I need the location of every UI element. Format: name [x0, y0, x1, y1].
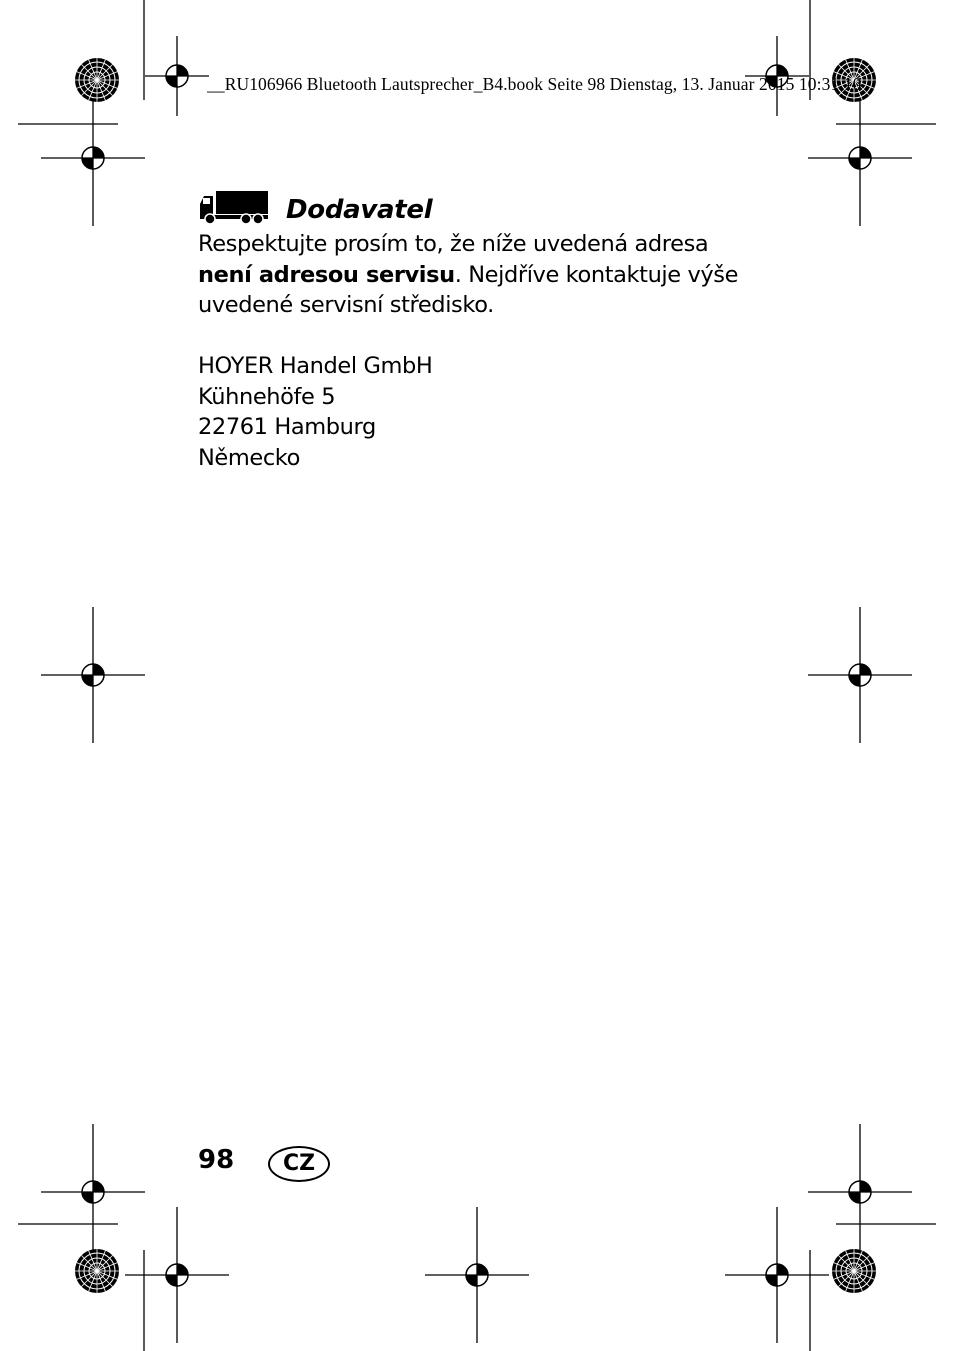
- address-street: Kühnehöfe 5: [198, 383, 336, 410]
- intro-bold-text: není adresou servisu: [198, 261, 455, 288]
- address-country: Německo: [198, 444, 300, 471]
- intro-text-start: Respektujte prosím to, že níže uvedená adresa: [198, 231, 709, 257]
- section-title: Dodavatel: [286, 195, 433, 225]
- section-body: [198, 229, 758, 473]
- address-company: HOYER Handel GmbH: [198, 353, 433, 379]
- country-badge: CZ: [268, 1146, 330, 1182]
- supplier-address: [198, 351, 758, 473]
- truck-icon: [198, 190, 270, 226]
- book-file-header: __RU106966 Bluetooth Lautsprecher_B4.book Seite 98 Dienstag, 13. Januar 2015 10:31 10: [207, 74, 862, 94]
- intro-text-end: . Nejdříve kontaktuje výše uvedené servisní středisko.: [198, 261, 739, 318]
- page-number: 98: [198, 1145, 235, 1175]
- address-city: 22761 Hamburg: [198, 414, 376, 440]
- intro-paragraph: [198, 229, 758, 321]
